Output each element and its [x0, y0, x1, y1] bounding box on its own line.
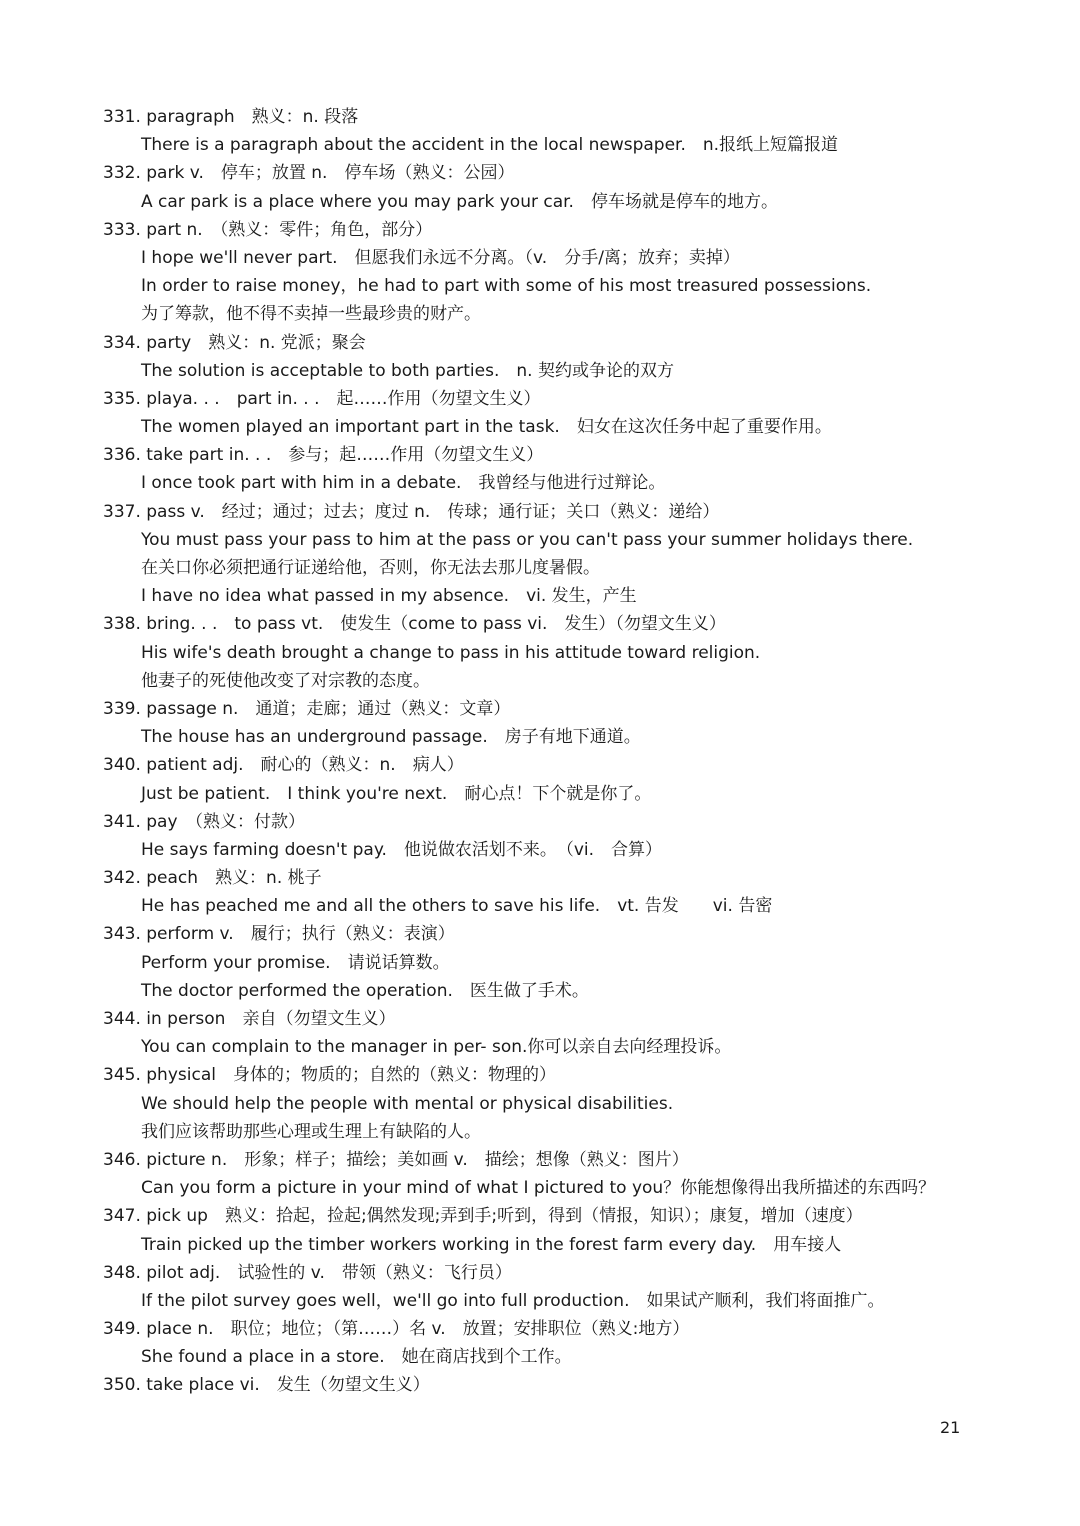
example-sentence: Just be patient. I think you're next. 耐心点！下个就是你了。	[141, 783, 652, 804]
example-sentence: His wife's death brought a change to pass in his attitude toward religion.	[141, 642, 761, 663]
entry-headword: in person	[146, 1009, 226, 1029]
entry-number: 341.	[103, 811, 141, 832]
entry-number: 350.	[103, 1375, 141, 1396]
entry-number: 338.	[103, 614, 141, 635]
example-sentence: The house has an underground passage. 房子有地下通道。	[141, 727, 641, 748]
entry-heading	[103, 103, 963, 131]
entry-headword: paragraph	[146, 107, 235, 127]
example-sentence: The doctor performed the operation. 医生做了手术。	[141, 980, 589, 1001]
entry-number: 339.	[103, 698, 141, 719]
entry-gloss: 亲自（勿望文生义）	[242, 1009, 396, 1029]
entry-headword: passage n.	[146, 698, 239, 719]
entry-headword: pick up	[146, 1206, 208, 1227]
entry-gloss: 熟义：n. 党派；聚会	[208, 332, 366, 353]
example-sentence: 在关口你必须把通行证递给他，否则，你无法去那儿度暑假。	[141, 558, 600, 578]
entry-headword: pass v.	[146, 501, 205, 522]
example-sentence: There is a paragraph about the accident in the local newspaper. n.报纸上短篇报道	[141, 135, 839, 156]
example-sentence: 我们应该帮助那些心理或生理上有缺陷的人。	[141, 1121, 481, 1142]
entry-heading	[103, 159, 963, 187]
entry-number: 334.	[103, 332, 141, 353]
entry-number: 336.	[103, 445, 141, 466]
entry-heading	[103, 808, 963, 836]
entry-heading	[103, 1315, 963, 1343]
entry-heading	[103, 751, 963, 779]
example-sentence: She found a place in a store. 她在商店找到个工作。	[141, 1347, 572, 1368]
entry-number: 333.	[103, 219, 141, 240]
example-sentence: I once took part with him in a debate. 我曾经与他进行过辩论。	[141, 473, 666, 494]
entry-gloss: 停车；放置 n. 停车场（熟义：公园）	[220, 163, 515, 184]
entry-headword: peach	[146, 868, 199, 889]
entry-gloss: 参与；起……作用（勿望文生义）	[288, 445, 544, 466]
entry-gloss: 通道；走廊；通过（熟义：文章）	[255, 698, 511, 719]
example-sentence: If the pilot survey goes well，we'll go into full production. 如果试产顺利，我们将面推广。	[141, 1290, 885, 1311]
entry-headword: party	[146, 332, 192, 353]
entry-headword: physical	[146, 1065, 216, 1086]
example-sentence: You must pass your pass to him at the pass or you can't pass your summer holidays there.	[141, 529, 914, 550]
entry-gloss: 起……作用（勿望文生义）	[336, 388, 541, 409]
entry-number: 342.	[103, 868, 141, 889]
example-sentence: I have no idea what passed in my absence. vi. 发生，产生	[141, 586, 637, 607]
example-sentence: Train picked up the timber workers working in the forest farm every day. 用车接人	[141, 1234, 842, 1255]
entry-heading	[103, 1146, 963, 1174]
entry-number: 335.	[103, 388, 141, 409]
example-sentence: He says farming doesn't pay. 他说做农活划不来。 （vi. 合算）	[141, 839, 663, 860]
entry-number: 348.	[103, 1262, 141, 1283]
example-sentence: Perform your promise. 请说话算数。	[141, 952, 450, 973]
entry-gloss: 身体的；物质的；自然的（熟义：物理的）	[232, 1065, 556, 1086]
entry-headword: playa. . . part in. . .	[146, 388, 320, 409]
entry-heading	[103, 216, 963, 244]
entry-heading	[103, 385, 963, 413]
entry-number: 349.	[103, 1319, 141, 1340]
entry-headword: picture n.	[146, 1149, 228, 1170]
example-sentence: 他妻子的死使他改变了对宗教的态度。	[141, 670, 430, 691]
entry-gloss: 使发生（come to pass vi. 发生）（勿望文生义）	[340, 614, 726, 635]
page-number: 21	[940, 1418, 961, 1437]
entry-number: 347.	[103, 1206, 141, 1227]
entry-gloss: 发生（勿望文生义）	[276, 1375, 430, 1396]
entry-heading	[103, 498, 963, 526]
entry-heading	[103, 610, 963, 638]
example-sentence: We should help the people with mental or physical disabilities.	[141, 1093, 674, 1114]
entry-gloss: 形象；样子；描绘；美如画 v. 描绘；想像（熟义：图片）	[244, 1149, 689, 1170]
entry-heading	[103, 920, 963, 948]
entry-number: 332.	[103, 163, 141, 184]
entry-number: 345.	[103, 1065, 141, 1086]
entry-headword: take place vi.	[146, 1375, 260, 1396]
example-sentence: I hope we'll never part. 但愿我们永远不分离。（v. 分手/离；放弃；卖掉）	[141, 247, 740, 268]
entry-number: 340.	[103, 755, 141, 776]
entry-heading	[103, 329, 963, 357]
entry-heading	[103, 1202, 963, 1230]
example-sentence: 为了筹款，他不得不卖掉一些最珍贵的财产。	[141, 304, 481, 325]
entry-heading	[103, 441, 963, 469]
entry-number: 344.	[103, 1009, 141, 1029]
entry-number: 331.	[103, 107, 141, 127]
entry-headword: patient adj.	[146, 755, 244, 776]
entry-gloss: 熟义：n. 段落	[251, 107, 359, 127]
entry-heading	[103, 864, 963, 892]
entry-headword: park v.	[146, 163, 204, 184]
example-sentence: A car park is a place where you may park your car. 停车场就是停车的地方。	[141, 191, 778, 212]
entry-headword: bring. . . to pass vt.	[146, 614, 324, 635]
example-sentence: In order to raise money，he had to part with some of his most treasured possessions.	[141, 276, 872, 297]
entry-headword: part n.	[146, 219, 203, 240]
entry-gloss: 耐心的（熟义：n. 病人）	[260, 755, 464, 776]
entry-headword: place n.	[146, 1319, 214, 1340]
entry-heading	[103, 695, 963, 723]
entry-heading	[103, 1371, 963, 1399]
entry-headword: perform v.	[146, 924, 234, 945]
entry-gloss: 职位；地位；（第……）名 v. 放置；安排职位（熟义:地方）	[230, 1319, 690, 1340]
example-sentence: The solution is acceptable to both parties. n. 契约或争论的双方	[141, 360, 674, 381]
entry-number: 343.	[103, 924, 141, 945]
vocabulary-list	[103, 103, 963, 1400]
entry-gloss: 履行；执行（熟义：表演）	[250, 924, 455, 945]
entry-number: 337.	[103, 501, 141, 522]
entry-heading	[103, 1259, 963, 1287]
entry-headword: take part in. . .	[146, 445, 272, 466]
entry-heading	[103, 1061, 963, 1089]
entry-headword: pay	[146, 811, 178, 832]
example-sentence: He has peached me and all the others to save his life. vt. 告发 vi. 告密	[141, 896, 773, 917]
entry-number: 346.	[103, 1149, 141, 1170]
entry-gloss: （熟义：付款）	[194, 811, 306, 832]
entry-gloss: 熟义：n. 桃子	[215, 868, 322, 889]
entry-headword: pilot adj.	[146, 1262, 221, 1283]
example-sentence: You can complain to the manager in per- son.你可以亲自去向经理投诉。	[141, 1037, 732, 1058]
entry-heading	[103, 1005, 963, 1033]
entry-gloss: 试验性的 v. 带领（熟义：飞行员）	[237, 1262, 512, 1283]
entry-gloss: 熟义：拾起，捡起;偶然发现;弄到手;听到，得到（情报，知识）；康复，增加（速度）	[224, 1206, 863, 1227]
example-sentence: Can you form a picture in your mind of what I pictured to you？你能想像得出我所描述的东西吗？	[141, 1178, 936, 1199]
example-sentence: The women played an important part in the task. 妇女在这次任务中起了重要作用。	[141, 417, 832, 438]
entry-gloss: 经过；通过；过去；度过 n. 传球；通行证；关口（熟义：递给）	[221, 501, 720, 522]
entry-gloss: （熟义：零件；角色，部分）	[219, 219, 433, 240]
